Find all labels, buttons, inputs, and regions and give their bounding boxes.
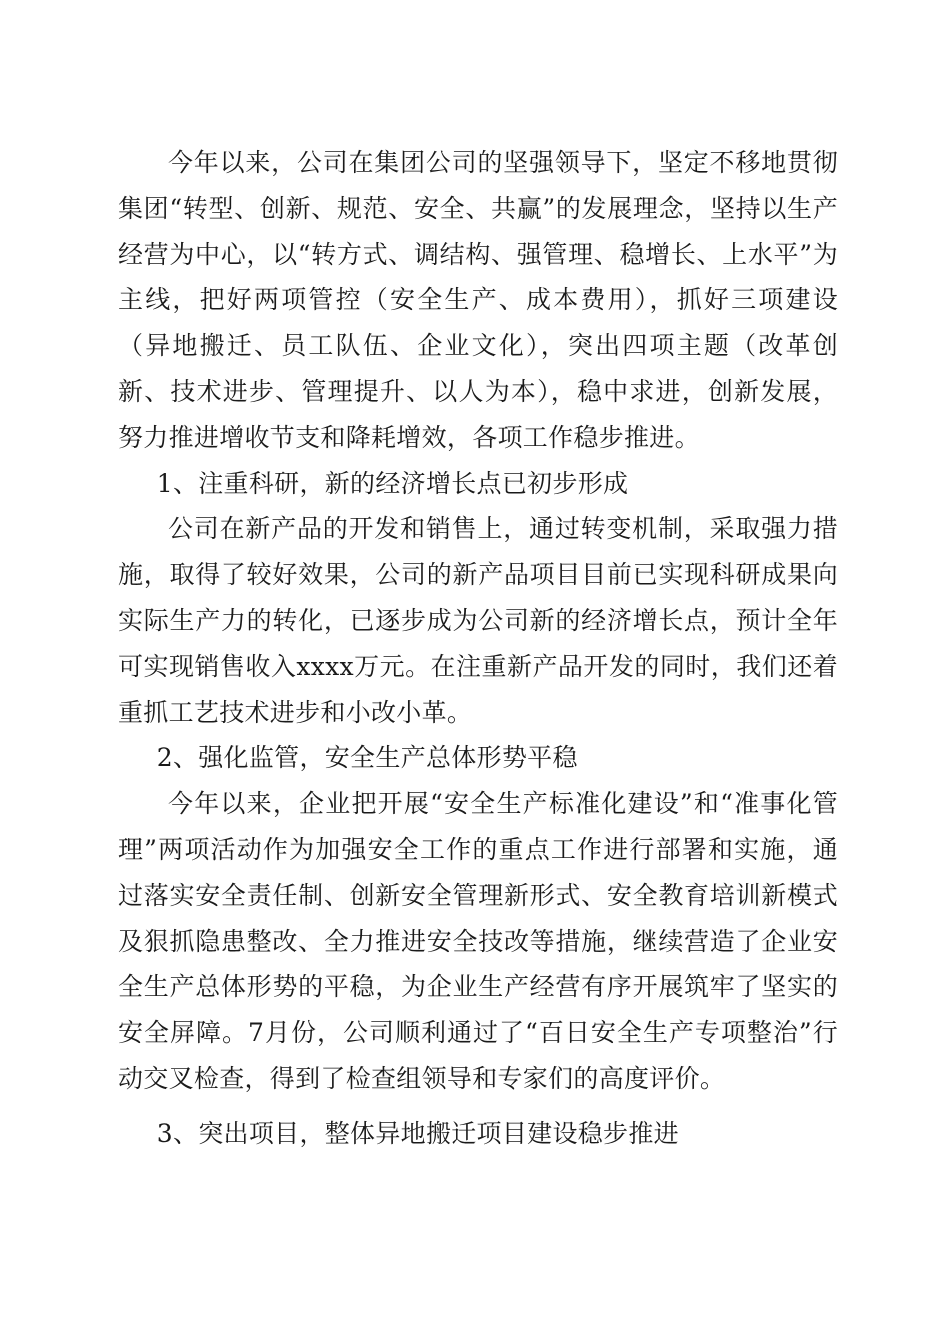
section-2-paragraph: 今年以来，企业把开展“安全生产标准化建设”和“准事化管理”两项活动作为加强安全工作的重点工作进行部署和实施，通过落实安全责任制、创新安全管理新形式、安全教育培训新模式及狠抓隐患整改、全力推进安全技改等措施，继续营造了企业安全生产总体形势的平稳，为企业生产经营有序开展筑牢了坚实的安全屏障。7月份，公司顺利通过了“百日安全生产专项整治”行动交叉检查，得到了检查组领导和专家们的高度评价。	[118, 789, 838, 1093]
intro-paragraph: 今年以来，公司在集团公司的坚强领导下，坚定不移地贯彻集团“转型、创新、规范、安全、共赢”的发展理念，坚持以生产经营为中心，以“转方式、调结构、强管理、稳增长、上水平”为主线，把好两项管控（安全生产、成本费用），抓好三项建设（异地搬迁、员工队伍、企业文化），突出四项主题（改革创新、技术进步、管理提升、以人为本），稳中求进，创新发展，努力推进增收节支和降耗增效，各项工作稳步推进。	[118, 148, 838, 452]
section-heading-3: 3、突出项目，整体异地搬迁项目建设稳步推进	[156, 1118, 679, 1148]
section-heading-1: 1、注重科研，新的经济增长点已初步形成	[156, 468, 629, 498]
document-body	[118, 140, 838, 1157]
section-heading-2: 2、强化监管，安全生产总体形势平稳	[156, 743, 578, 773]
section-1-paragraph: 公司在新产品的开发和销售上，通过转变机制，采取强力措施，取得了较好效果，公司的新产品项目目前已实现科研成果向实际生产力的转化，已逐步成为公司新的经济增长点，预计全年可实现销售收入xxxx万元。在注重新产品开发的同时，我们还着重抓工艺技术进步和小改小革。	[118, 514, 838, 727]
